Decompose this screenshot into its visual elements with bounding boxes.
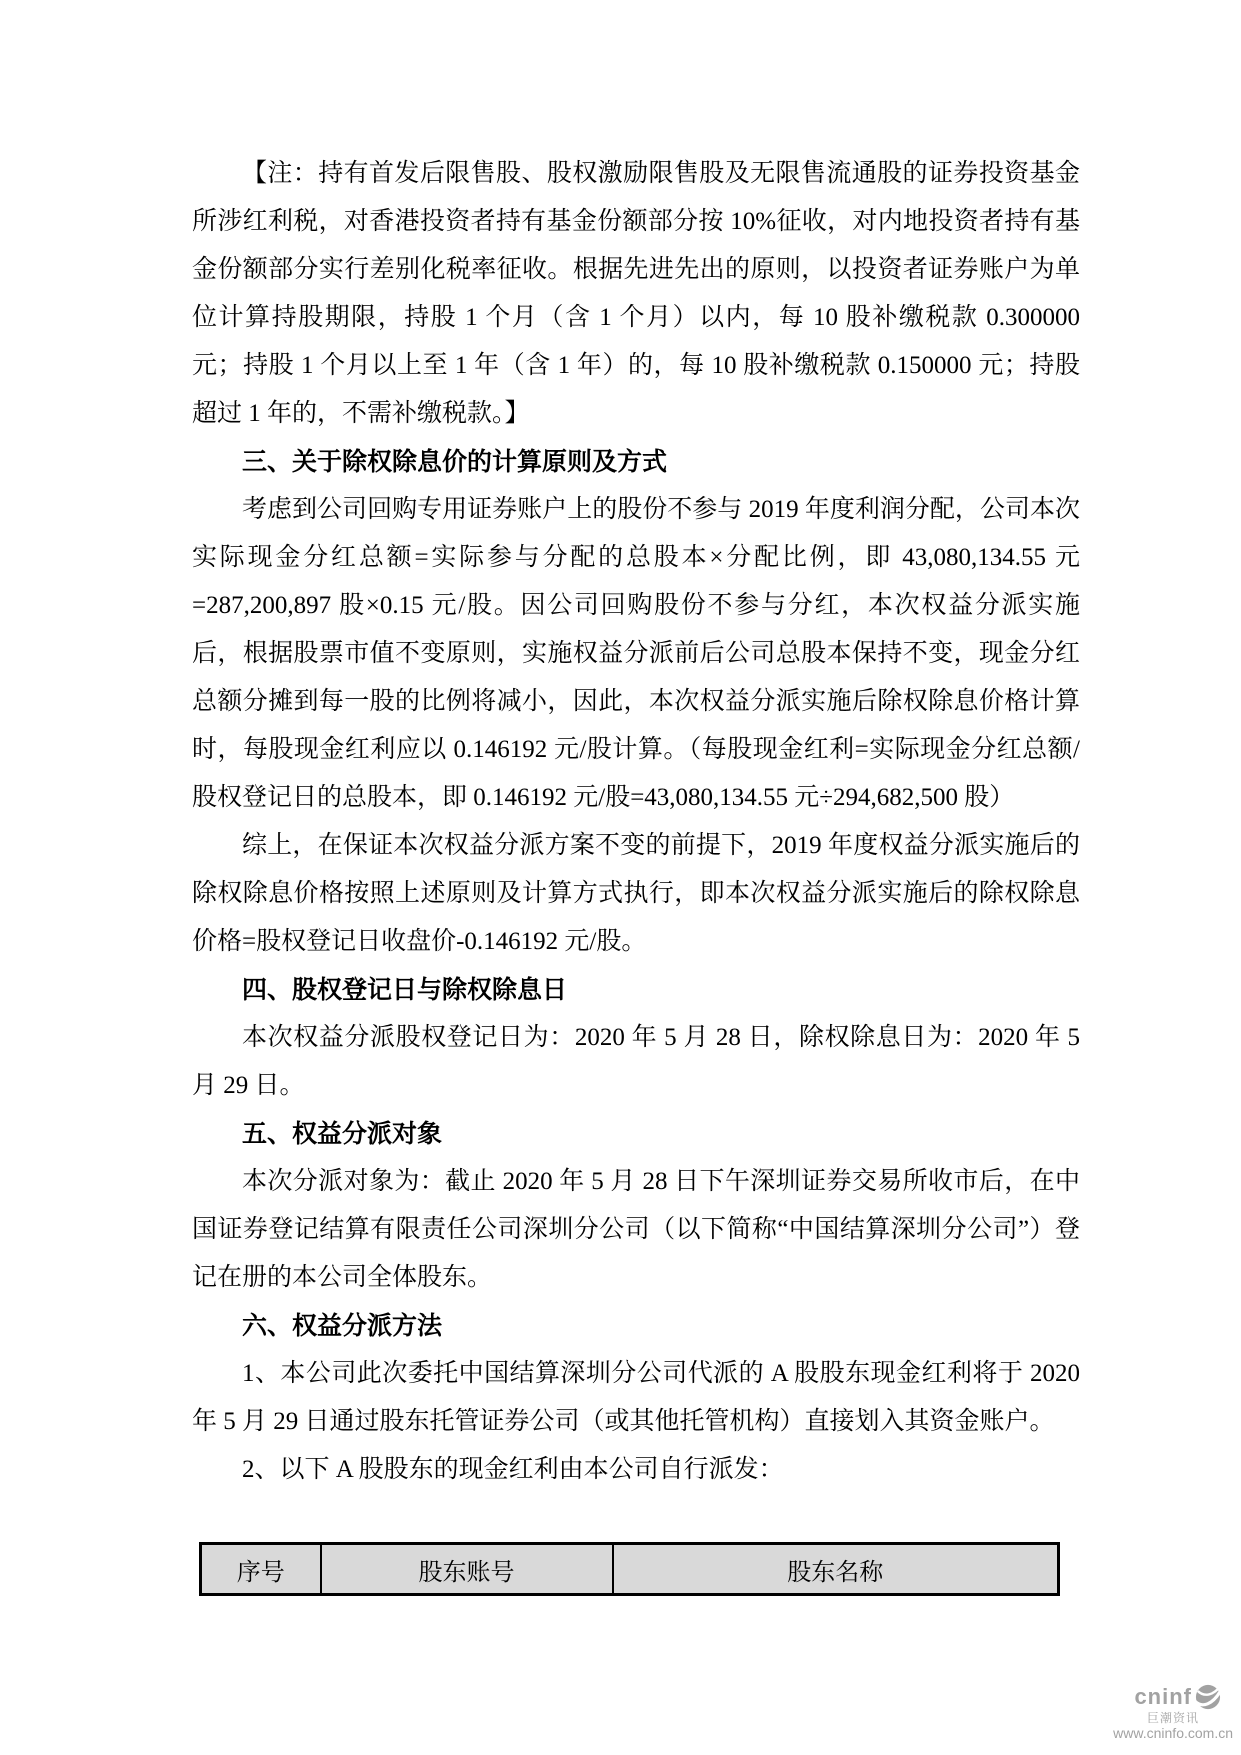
cninfo-brand-text: 巨潮资讯	[1146, 1711, 1199, 1725]
paragraph: 考虑到公司回购专用证券账户上的股份不参与 2019 年度利润分配，公司本次实际现金分红总额=实际参与分配的总股本×分配比例，即 43,080,134.55 元=287,200,897 股×0.15 元/股。因公司回购股份不参与分红，本次权益分派实施后，根据股票市值不变原则，实施权益分派前后公司总股本保持不变，现金分红总额分摊到每一股的比例将减小，因此，本次权益分派实施后除权除息价格计算时，每股现金红利应以 0.146192 元/股计算。（每股现金红利=实际现金分红总额/股权登记日的总股本，即 0.146192 元/股=43,080,134.55 元÷294,682,500 股）	[192, 496, 1080, 811]
section-heading-4: 四、股权登记日与除权除息日	[242, 976, 568, 1004]
paragraph: 本次权益分派股权登记日为：2020 年 5 月 28 日，除权除息日为：2020 年 5 月 29 日。	[192, 1024, 1080, 1099]
paragraph: 2、以下 A 股股东的现金红利由本公司自行派发：	[242, 1456, 784, 1483]
shareholder-table	[199, 1542, 1060, 1596]
document-body	[192, 150, 1080, 1494]
cninfo-watermark	[1113, 1684, 1233, 1742]
section-heading-5: 五、权益分派对象	[242, 1120, 443, 1148]
table-header-row	[201, 1544, 1059, 1595]
column-header-shareholder-account: 股东账号	[321, 1544, 613, 1595]
note-paragraph: 【注：持有首发后限售股、股权激励限售股及无限售流通股的证券投资基金所涉红利税，对香港投资者持有基金份额部分按 10%征收，对内地投资者持有基金份额部分实行差别化税率征收。根据先进先出的原则，以投资者证券账户为单位计算持股期限，持股 1 个月（含 1 个月）以内，每 10 股补缴税款 0.300000 元；持股 1 个月以上至 1 年（含 1 年）的，每 10 股补缴税款 0.150000 元；持股超过 1 年的，不需补缴税款。】	[192, 160, 1080, 427]
paragraph: 本次分派对象为：截止 2020 年 5 月 28 日下午深圳证券交易所收市后，在中国证券登记结算有限责任公司深圳分公司（以下简称“中国结算深圳分公司”）登记在册的本公司全体股东。	[192, 1168, 1080, 1291]
cninfo-logo	[1113, 1684, 1221, 1710]
column-header-shareholder-name: 股东名称	[613, 1544, 1059, 1595]
section-heading-3: 三、关于除权除息价的计算原则及方式	[242, 448, 668, 476]
cninfo-url-text: www.cninfo.com.cn	[1113, 1725, 1233, 1742]
paragraph: 综上，在保证本次权益分派方案不变的前提下，2019 年度权益分派实施后的除权除息价格按照上述原则及计算方式执行，即本次权益分派实施后的除权除息价格=股权登记日收盘价-0.146192 元/股。	[192, 832, 1080, 955]
column-header-serial-number: 序号	[201, 1544, 321, 1595]
cninfo-logo-text: cninf	[1134, 1684, 1192, 1709]
paragraph: 1、本公司此次委托中国结算深圳分公司代派的 A 股股东现金红利将于 2020 年 5 月 29 日通过股东托管证券公司（或其他托管机构）直接划入其资金账户。	[192, 1360, 1080, 1435]
cninfo-globe-icon	[1195, 1684, 1221, 1710]
section-heading-6: 六、权益分派方法	[242, 1312, 443, 1340]
